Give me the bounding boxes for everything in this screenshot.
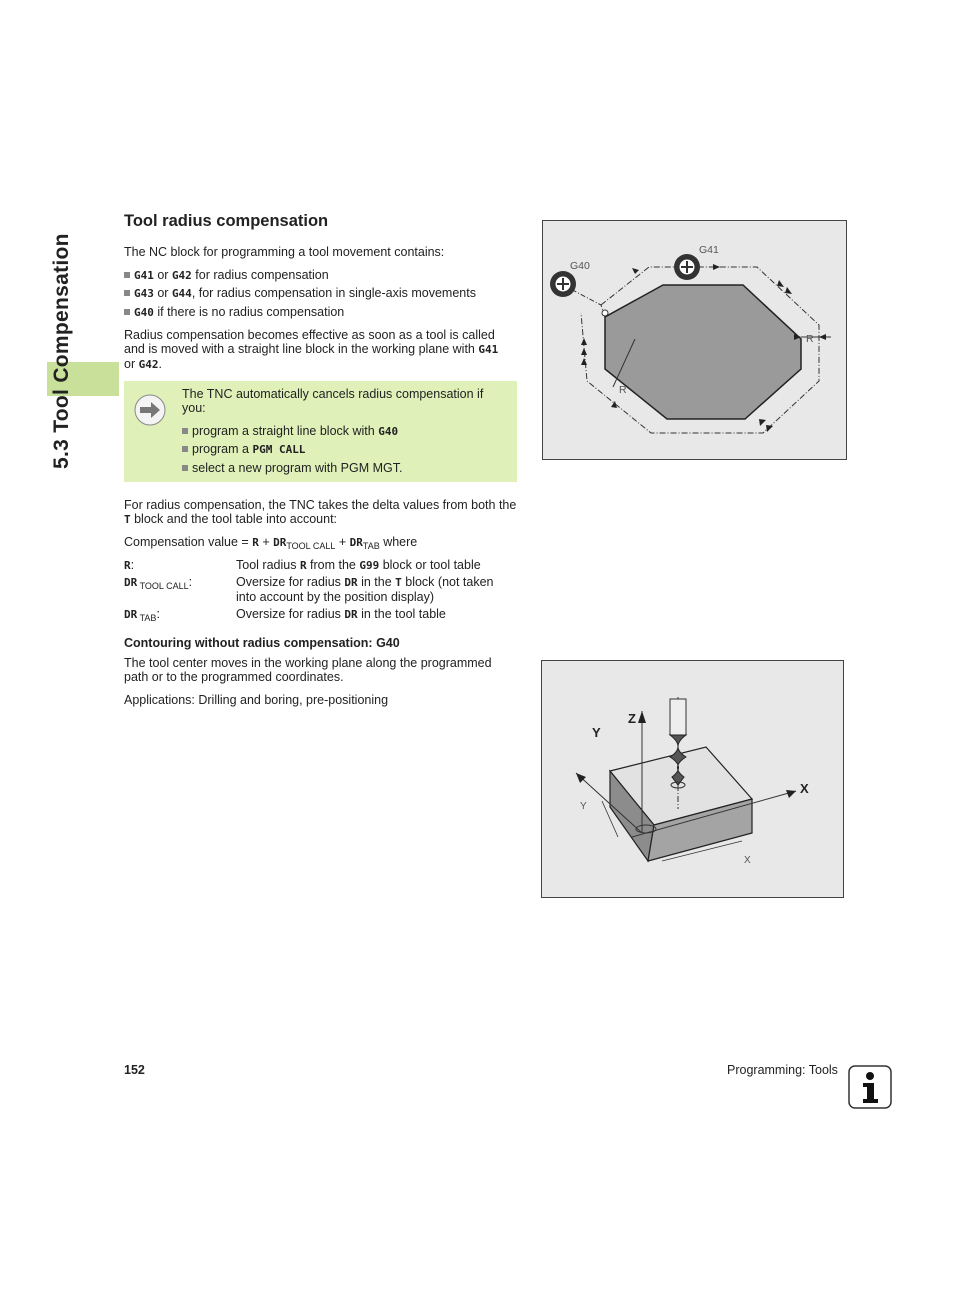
contour-diagram bbox=[543, 221, 846, 459]
dimension-x-label: X bbox=[744, 855, 751, 866]
delta-paragraph: For radius compensation, the TNC takes the delta values from both the T block and the tool table into account: bbox=[124, 498, 517, 527]
label-r: R bbox=[806, 333, 814, 345]
radius-compensation-figure bbox=[542, 220, 847, 460]
bullet-item: G41 or G42 for radius compensation bbox=[124, 268, 329, 283]
dimension-y-label: Y bbox=[580, 801, 587, 812]
note-item: program a PGM CALL bbox=[182, 442, 305, 457]
note-item: program a straight line block with G40 bbox=[182, 424, 398, 439]
definition-term: R: bbox=[124, 558, 135, 572]
bullet-square-icon bbox=[124, 290, 130, 296]
axis-y-label: Y bbox=[592, 725, 601, 740]
axis-x-label: X bbox=[800, 781, 809, 796]
intro-paragraph: The NC block for programming a tool movement contains: bbox=[124, 245, 445, 259]
bullet-square-icon bbox=[124, 272, 130, 278]
definition-term: DR $_{TOOL CALL}$: bbox=[124, 575, 193, 591]
contour-heading: Contouring without radius compensation: G40 bbox=[124, 636, 400, 650]
arrow-right-icon bbox=[134, 394, 166, 426]
bullet-item: G43 or G44, for radius compensation in single-axis movements bbox=[124, 286, 476, 301]
label-g41: G41 bbox=[699, 244, 719, 256]
definition-description: Oversize for radius DR in the tool table bbox=[236, 607, 446, 621]
workpiece-diagram bbox=[542, 661, 843, 897]
tool-axes-figure bbox=[541, 660, 844, 898]
definition-description: Oversize for radius DR in the T block (not taken into account by the position display) bbox=[236, 575, 494, 604]
section-heading: Tool radius compensation bbox=[124, 212, 329, 230]
note-text: you: bbox=[182, 401, 206, 415]
axis-z-label: Z bbox=[628, 711, 636, 726]
note-text: The TNC automatically cancels radius compensation if bbox=[182, 387, 484, 401]
definition-term: DR $_{TAB}$: bbox=[124, 607, 160, 623]
radius-paragraph: Radius compensation becomes effective as soon as a tool is called and is moved with a straight line block in the working plane with G41 or G42. bbox=[124, 328, 499, 372]
sidebar-title-text: 5.3 Tool Compensation bbox=[50, 233, 73, 469]
label-r: R bbox=[619, 384, 627, 396]
compensation-formula: Compensation value = $R + DR_{TOOL CALL} + DR_{TAB}$ where bbox=[124, 535, 418, 551]
milling-cutter-icon bbox=[674, 254, 700, 280]
label-g40: G40 bbox=[570, 260, 590, 272]
chapter-title: Programming: Tools bbox=[727, 1063, 838, 1077]
milling-cutter-icon bbox=[550, 271, 576, 297]
contour-paragraph: The tool center moves in the working plane along the programmed path or to the programmed coordinates. bbox=[124, 656, 492, 685]
info-icon bbox=[848, 1065, 892, 1109]
note-box bbox=[124, 381, 517, 482]
definition-description: Tool radius R from the G99 block or tool table bbox=[236, 558, 481, 572]
page-number: 152 bbox=[124, 1063, 145, 1077]
bullet-square-icon bbox=[124, 309, 130, 315]
applications-paragraph: Applications: Drilling and boring, pre-positioning bbox=[124, 693, 389, 707]
note-item: select a new program with PGM MGT. bbox=[182, 461, 402, 475]
bullet-item: G40 if there is no radius compensation bbox=[124, 305, 344, 320]
